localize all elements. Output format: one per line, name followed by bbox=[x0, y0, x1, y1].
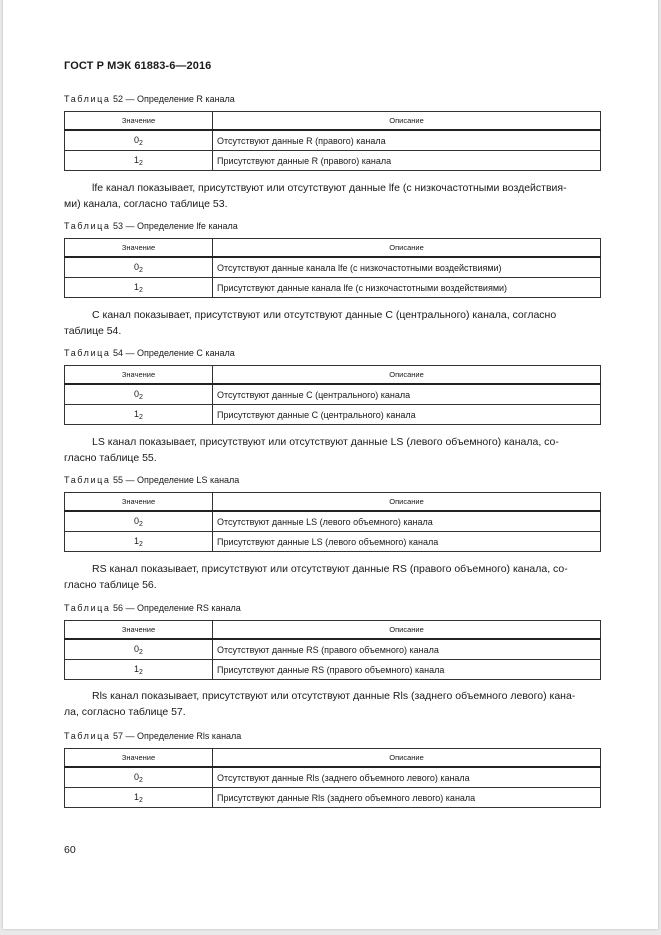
table-caption-text: 57 — Определение Rls канала bbox=[113, 731, 242, 741]
table-56 bbox=[64, 620, 601, 680]
value-cell bbox=[65, 660, 213, 680]
table-header-row bbox=[65, 749, 601, 768]
value-text: 0 bbox=[134, 515, 140, 526]
table-word: Таблица bbox=[64, 475, 111, 485]
description-cell: Отсутствуют данные R (правого) канала bbox=[213, 130, 601, 151]
paragraph-line: ла, согласно таблице 57. bbox=[64, 706, 186, 718]
paragraph-line: гласно таблице 55. bbox=[64, 452, 157, 464]
column-header-value: Значение bbox=[65, 112, 213, 131]
table-row bbox=[65, 130, 601, 151]
value-subscript: 2 bbox=[139, 796, 143, 804]
table-row bbox=[65, 767, 601, 788]
description-cell: Отсутствуют данные Rls (заднего объемного левого) канала bbox=[213, 767, 601, 788]
document-header: ГОСТ Р МЭК 61883-6—2016 bbox=[64, 60, 212, 72]
paragraph bbox=[64, 434, 601, 466]
value-text: 1 bbox=[134, 281, 140, 292]
value-subscript: 2 bbox=[139, 159, 143, 167]
paragraph-line: Rls канал показывает, присутствуют или отсутствуют данные Rls (заднего объемного левого) кана- bbox=[92, 690, 576, 702]
value-subscript: 2 bbox=[139, 393, 143, 401]
description-cell: Присутствуют данные LS (левого объемного) канала bbox=[213, 532, 601, 552]
value-cell bbox=[65, 639, 213, 660]
paragraph-line: ми) канала, согласно таблице 53. bbox=[64, 198, 228, 210]
value-subscript: 2 bbox=[139, 139, 143, 147]
column-header-description: Описание bbox=[213, 112, 601, 131]
paragraph-line: LS канал показывает, присутствуют или отсутствуют данные LS (левого объемного) канала, со- bbox=[92, 436, 559, 448]
table-row bbox=[65, 639, 601, 660]
value-text: 0 bbox=[134, 388, 140, 399]
column-header-description: Описание bbox=[213, 621, 601, 640]
table-row bbox=[65, 278, 601, 298]
value-cell bbox=[65, 278, 213, 298]
paragraph-line: RS канал показывает, присутствуют или отсутствуют данные RS (правого объемного) канала, со- bbox=[92, 563, 568, 575]
table-word: Таблица bbox=[64, 603, 111, 613]
table-53 bbox=[64, 238, 601, 298]
value-cell bbox=[65, 151, 213, 171]
value-subscript: 2 bbox=[139, 776, 143, 784]
description-cell: Отсутствуют данные LS (левого объемного) канала bbox=[213, 511, 601, 532]
table-row bbox=[65, 532, 601, 552]
table-header-row bbox=[65, 239, 601, 258]
table-header-row bbox=[65, 112, 601, 131]
paragraph-line: С канал показывает, присутствуют или отсутствуют данные С (центрального) канала, согласно bbox=[92, 309, 557, 321]
paragraph-line: гласно таблице 56. bbox=[64, 579, 157, 591]
table-row bbox=[65, 511, 601, 532]
table-word: Таблица bbox=[64, 731, 111, 741]
column-header-value: Значение bbox=[65, 493, 213, 512]
document-page bbox=[3, 0, 658, 929]
table-word: Таблица bbox=[64, 94, 111, 104]
value-cell bbox=[65, 767, 213, 788]
description-cell: Присутствуют данные С (центрального) канала bbox=[213, 405, 601, 425]
value-text: 1 bbox=[134, 663, 140, 674]
column-header-value: Значение bbox=[65, 749, 213, 768]
table-57 bbox=[64, 748, 601, 808]
value-subscript: 2 bbox=[139, 413, 143, 421]
value-subscript: 2 bbox=[139, 540, 143, 548]
table-caption bbox=[64, 221, 238, 231]
description-cell: Присутствуют данные R (правого) канала bbox=[213, 151, 601, 171]
value-subscript: 2 bbox=[139, 266, 143, 274]
table-row bbox=[65, 660, 601, 680]
value-text: 1 bbox=[134, 408, 140, 419]
paragraph bbox=[64, 688, 601, 720]
value-cell bbox=[65, 532, 213, 552]
value-text: 0 bbox=[134, 261, 140, 272]
value-cell bbox=[65, 788, 213, 808]
description-cell: Отсутствуют данные канала lfe (с низкочастотными воздействиями) bbox=[213, 257, 601, 278]
value-subscript: 2 bbox=[139, 668, 143, 676]
table-52 bbox=[64, 111, 601, 171]
column-header-value: Значение bbox=[65, 366, 213, 385]
table-caption bbox=[64, 475, 239, 485]
table-caption bbox=[64, 94, 235, 104]
table-caption-text: 54 — Определение С канала bbox=[113, 348, 235, 358]
table-54 bbox=[64, 365, 601, 425]
table-caption-text: 53 — Определение lfe канала bbox=[113, 221, 238, 231]
column-header-description: Описание bbox=[213, 366, 601, 385]
table-word: Таблица bbox=[64, 221, 111, 231]
table-row bbox=[65, 151, 601, 171]
description-cell: Присутствуют данные RS (правого объемного) канала bbox=[213, 660, 601, 680]
paragraph bbox=[64, 180, 601, 212]
table-word: Таблица bbox=[64, 348, 111, 358]
description-cell: Присутствуют данные Rls (заднего объемного левого) канала bbox=[213, 788, 601, 808]
paragraph-line: lfe канал показывает, присутствуют или отсутствуют данные lfe (с низкочастотными воздействия- bbox=[92, 182, 567, 194]
value-subscript: 2 bbox=[139, 286, 143, 294]
table-header-row bbox=[65, 621, 601, 640]
value-subscript: 2 bbox=[139, 520, 143, 528]
paragraph bbox=[64, 307, 601, 339]
value-text: 1 bbox=[134, 535, 140, 546]
value-text: 1 bbox=[134, 154, 140, 165]
table-caption bbox=[64, 603, 241, 613]
table-row bbox=[65, 384, 601, 405]
value-text: 0 bbox=[134, 771, 140, 782]
table-caption bbox=[64, 348, 235, 358]
table-55 bbox=[64, 492, 601, 552]
value-text: 0 bbox=[134, 643, 140, 654]
table-row bbox=[65, 257, 601, 278]
description-cell: Отсутствуют данные RS (правого объемного) канала bbox=[213, 639, 601, 660]
value-cell bbox=[65, 405, 213, 425]
column-header-description: Описание bbox=[213, 493, 601, 512]
table-caption-text: 52 — Определение R канала bbox=[113, 94, 235, 104]
table-row bbox=[65, 788, 601, 808]
table-caption bbox=[64, 731, 241, 741]
value-cell bbox=[65, 511, 213, 532]
description-cell: Отсутствуют данные С (центрального) канала bbox=[213, 384, 601, 405]
column-header-value: Значение bbox=[65, 621, 213, 640]
column-header-value: Значение bbox=[65, 239, 213, 258]
value-cell bbox=[65, 384, 213, 405]
table-header-row bbox=[65, 366, 601, 385]
table-row bbox=[65, 405, 601, 425]
value-cell bbox=[65, 130, 213, 151]
value-cell bbox=[65, 257, 213, 278]
column-header-description: Описание bbox=[213, 239, 601, 258]
table-caption-text: 56 — Определение RS канала bbox=[113, 603, 241, 613]
description-cell: Присутствуют данные канала lfe (с низкочастотными воздействиями) bbox=[213, 278, 601, 298]
column-header-description: Описание bbox=[213, 749, 601, 768]
page-number: 60 bbox=[64, 844, 76, 856]
value-subscript: 2 bbox=[139, 648, 143, 656]
paragraph-line: таблице 54. bbox=[64, 325, 122, 337]
value-text: 1 bbox=[134, 791, 140, 802]
table-caption-text: 55 — Определение LS канала bbox=[113, 475, 240, 485]
table-header-row bbox=[65, 493, 601, 512]
paragraph bbox=[64, 561, 601, 593]
value-text: 0 bbox=[134, 134, 140, 145]
